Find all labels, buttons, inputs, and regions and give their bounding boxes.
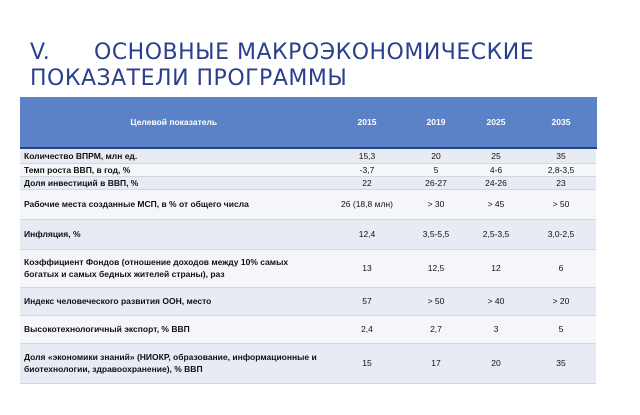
table-row xyxy=(20,219,596,249)
row-value: 12,5 xyxy=(406,249,466,287)
indicators-table-container xyxy=(20,97,596,384)
row-value: -3,7 xyxy=(328,163,406,176)
row-value: 2,4 xyxy=(328,315,406,343)
section-number: V. xyxy=(30,40,51,65)
row-value: 24-26 xyxy=(466,176,526,189)
table-header-row xyxy=(20,97,596,148)
title-line-2: ПОКАЗАТЕЛИ ПРОГРАММЫ xyxy=(30,66,348,91)
table-row xyxy=(20,287,596,315)
row-value: 2,8-3,5 xyxy=(526,163,596,176)
header-indicator: Целевой показатель xyxy=(20,97,328,148)
row-value: 23 xyxy=(526,176,596,189)
table-row xyxy=(20,148,596,163)
row-value: 4-6 xyxy=(466,163,526,176)
page-title xyxy=(30,40,534,92)
row-label: Доля инвестиций в ВВП, % xyxy=(20,176,328,189)
row-label: Высокотехнологичный экспорт, % ВВП xyxy=(20,315,328,343)
row-value: 5 xyxy=(526,315,596,343)
row-label: Темп роста ВВП, в год, % xyxy=(20,163,328,176)
indicators-table xyxy=(20,97,597,384)
row-label: Инфляция, % xyxy=(20,219,328,249)
row-value: 2,5-3,5 xyxy=(466,219,526,249)
header-year: 2015 xyxy=(328,97,406,148)
row-value: 12 xyxy=(466,249,526,287)
row-value: 22 xyxy=(328,176,406,189)
row-value: 15,3 xyxy=(328,148,406,163)
row-label: Доля «экономики знаний» (НИОКР, образование, информационные и биотехнологии, здравоохранение), % ВВП xyxy=(20,343,328,383)
row-value: 12,4 xyxy=(328,219,406,249)
row-label: Индекс человеческого развития ООН, место xyxy=(20,287,328,315)
row-value: 17 xyxy=(406,343,466,383)
row-value: 3 xyxy=(466,315,526,343)
table-row xyxy=(20,343,596,383)
table-row xyxy=(20,249,596,287)
row-value: 20 xyxy=(406,148,466,163)
table-row xyxy=(20,163,596,176)
row-value: 35 xyxy=(526,343,596,383)
header-year: 2019 xyxy=(406,97,466,148)
row-value: 26-27 xyxy=(406,176,466,189)
row-value: 6 xyxy=(526,249,596,287)
row-value: > 40 xyxy=(466,287,526,315)
row-value: 15 xyxy=(328,343,406,383)
row-value: > 45 xyxy=(466,189,526,219)
row-value: 3,0-2,5 xyxy=(526,219,596,249)
row-value: 26 (18,8 млн) xyxy=(328,189,406,219)
row-value: 5 xyxy=(406,163,466,176)
row-value: > 50 xyxy=(526,189,596,219)
row-value: > 50 xyxy=(406,287,466,315)
row-value: 57 xyxy=(328,287,406,315)
row-label: Рабочие места созданные МСП, в % от общего числа xyxy=(20,189,328,219)
row-label: Коэффициент Фондов (отношение доходов между 10% самых богатых и самых бедных жителей страны), раз xyxy=(20,249,328,287)
row-label: Количество ВПРМ, млн ед. xyxy=(20,148,328,163)
row-value: 35 xyxy=(526,148,596,163)
row-value: 25 xyxy=(466,148,526,163)
title-line-1: ОСНОВНЫЕ МАКРОЭКОНОМИЧЕСКИЕ xyxy=(94,40,535,65)
row-value: 20 xyxy=(466,343,526,383)
header-year: 2025 xyxy=(466,97,526,148)
header-year: 2035 xyxy=(526,97,596,148)
table-row xyxy=(20,315,596,343)
table-row xyxy=(20,176,596,189)
row-value: 2,7 xyxy=(406,315,466,343)
row-value: > 30 xyxy=(406,189,466,219)
row-value: 13 xyxy=(328,249,406,287)
table-row xyxy=(20,189,596,219)
row-value: > 20 xyxy=(526,287,596,315)
row-value: 3,5-5,5 xyxy=(406,219,466,249)
